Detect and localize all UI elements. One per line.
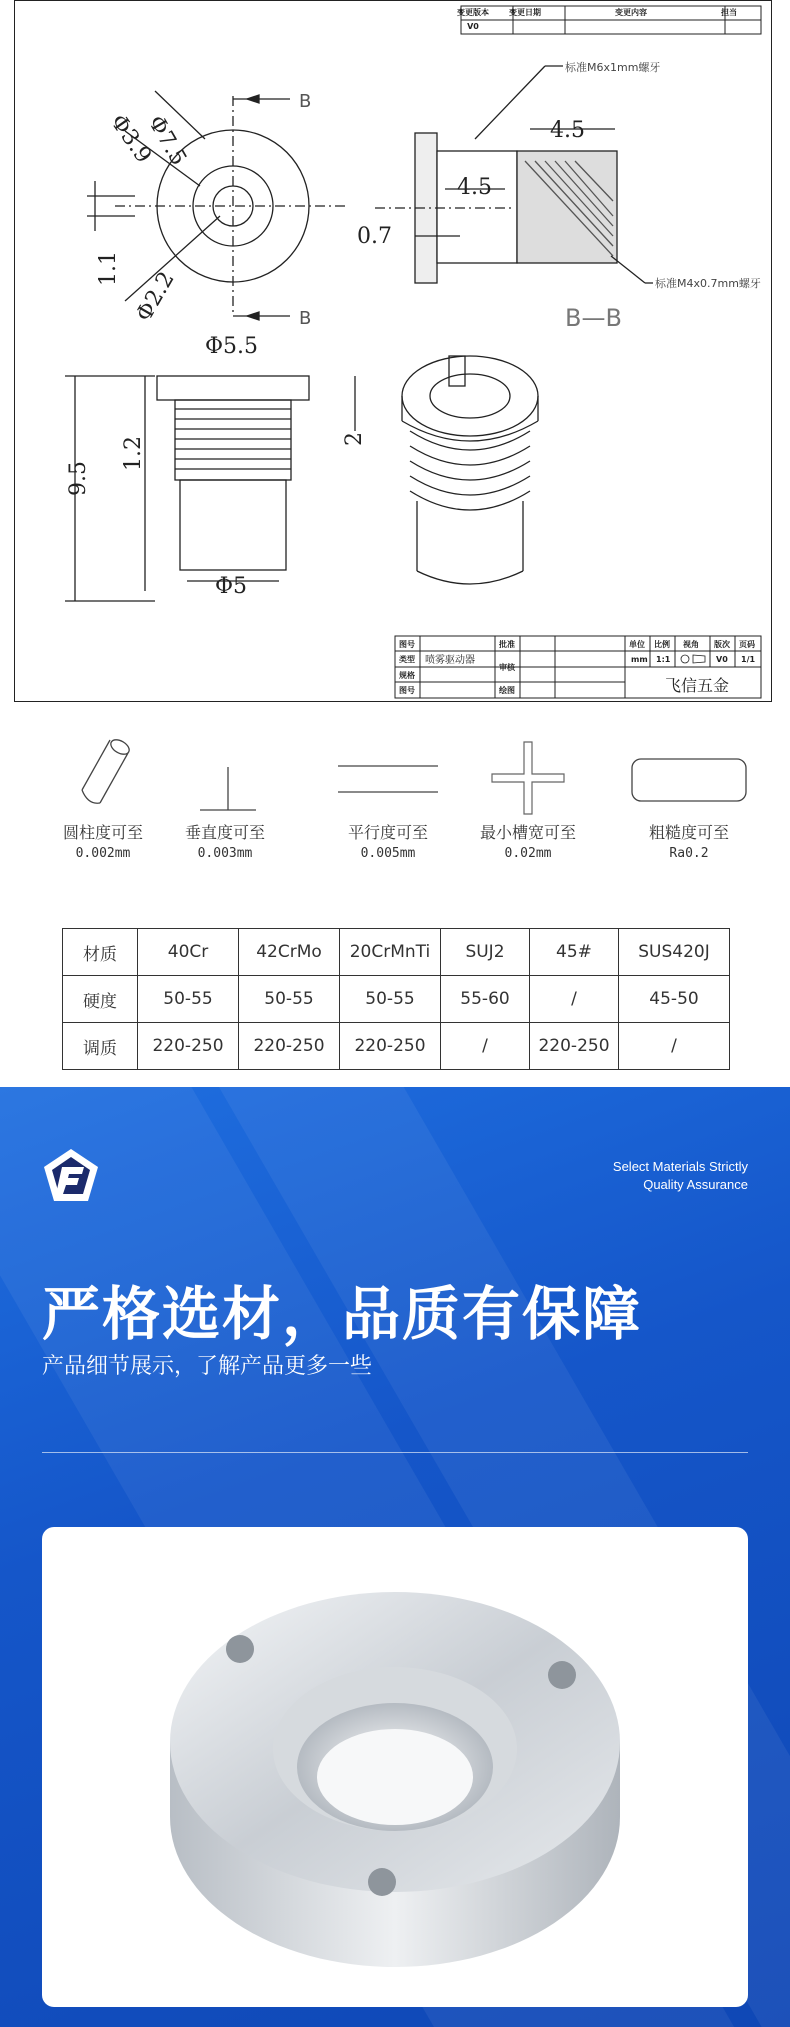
technical-drawing bbox=[14, 0, 772, 702]
table-cell: 50-55 bbox=[138, 976, 239, 1023]
table-cell: 50-55 bbox=[340, 976, 441, 1023]
tb-page-label: 页码 bbox=[739, 640, 755, 649]
table-cell: 硬度 bbox=[63, 976, 138, 1023]
iso-view bbox=[402, 356, 538, 584]
tb-review: 审核 bbox=[499, 663, 515, 672]
side-view bbox=[65, 376, 355, 601]
dim-d5: Φ5 bbox=[215, 574, 248, 599]
section-view bbox=[375, 66, 653, 283]
tb-ratio: 1:1 bbox=[656, 655, 671, 664]
table-cell: 220-250 bbox=[138, 1023, 239, 1070]
table-cell: 220-250 bbox=[530, 1023, 619, 1070]
dim-d39: Φ3.9 bbox=[105, 110, 156, 168]
tb-view-label: 视角 bbox=[683, 640, 699, 649]
projection-icon bbox=[681, 655, 705, 663]
table-cell: / bbox=[441, 1023, 530, 1070]
b-label-top: B bbox=[299, 91, 312, 112]
dim-d11: 1.1 bbox=[96, 251, 121, 286]
tolerance-label-2: 平行度可至 bbox=[347, 823, 428, 842]
dim-d12: 1.2 bbox=[121, 436, 146, 471]
material-table bbox=[62, 928, 730, 1070]
table-cell: / bbox=[530, 976, 619, 1023]
change-header-content: 变更内容 bbox=[615, 8, 647, 17]
dim-d55: Φ5.5 bbox=[205, 334, 259, 359]
change-header-date: 变更日期 bbox=[509, 8, 541, 17]
table-header-cell: SUJ2 bbox=[441, 929, 530, 976]
table-header-cell: 42CrMo bbox=[239, 929, 340, 976]
tolerance-value-3: 0.02mm bbox=[504, 846, 552, 861]
tb-version: V0 bbox=[716, 655, 728, 664]
page-title: 严格选材，品质有保障 bbox=[42, 1280, 643, 1348]
dim-d22: Φ2.2 bbox=[131, 267, 180, 326]
table-header-cell: 材质 bbox=[63, 929, 138, 976]
perpendicular-icon bbox=[198, 765, 258, 815]
page-subtitle: 产品细节展示，了解产品更多一些 bbox=[42, 1354, 373, 1379]
table-cell: 45-50 bbox=[619, 976, 730, 1023]
tb-page: 1/1 bbox=[741, 655, 756, 664]
table-row bbox=[63, 929, 730, 976]
tolerance-label-1: 垂直度可至 bbox=[184, 823, 265, 842]
dim-d95: 9.5 bbox=[66, 461, 91, 496]
drawing-svg bbox=[15, 1, 773, 703]
cylinder-icon bbox=[70, 735, 140, 805]
tb-label-0: 图号 bbox=[399, 640, 415, 649]
dim-45b: 4.5 bbox=[457, 175, 492, 200]
tolerance-value-2: 0.005mm bbox=[360, 846, 416, 861]
change-header-owner: 担当 bbox=[721, 8, 737, 17]
tb-version-label: 版次 bbox=[714, 640, 730, 649]
tb-unit-label: 单位 bbox=[629, 640, 645, 649]
table-cell: 50-55 bbox=[239, 976, 340, 1023]
section-label: B—B bbox=[565, 304, 622, 332]
tagline-select-materials: Select Materials Strictly bbox=[612, 1159, 748, 1174]
tb-label-1: 类型 bbox=[399, 655, 415, 664]
dim-45a: 4.5 bbox=[550, 118, 585, 143]
divider bbox=[42, 1452, 748, 1453]
tb-label-2: 规格 bbox=[399, 671, 415, 680]
cross-icon bbox=[490, 740, 566, 816]
table-header-cell: 20CrMnTi bbox=[340, 929, 441, 976]
table-cell: 55-60 bbox=[441, 976, 530, 1023]
table-header-cell: 40Cr bbox=[138, 929, 239, 976]
dim-d2: 2 bbox=[342, 432, 367, 446]
table-header-cell: 45# bbox=[530, 929, 619, 976]
tolerance-value-1: 0.003mm bbox=[197, 846, 253, 861]
table-cell: 220-250 bbox=[340, 1023, 441, 1070]
tolerance-value-4: Ra0.2 bbox=[669, 846, 709, 861]
table-row bbox=[63, 1023, 730, 1070]
tolerance-label-0: 圆柱度可至 bbox=[62, 823, 143, 842]
table-cell: / bbox=[619, 1023, 730, 1070]
tb-unit: mm bbox=[631, 655, 648, 664]
tagline-quality-assurance: Quality Assurance bbox=[643, 1177, 748, 1192]
tb-type-value: 喷雾驱动器 bbox=[425, 655, 475, 666]
dim-d75: Φ7.5 bbox=[142, 111, 191, 170]
rounded-rect-icon bbox=[630, 757, 748, 803]
change-header-version: 变更版本 bbox=[457, 8, 489, 17]
table-cell: 220-250 bbox=[239, 1023, 340, 1070]
tb-company: 飞信五金 bbox=[665, 676, 730, 695]
tolerance-value-0: 0.002mm bbox=[75, 846, 131, 861]
note-thread-m4: 标准M4x0.7mm螺牙 bbox=[655, 277, 761, 290]
change-row-version: V0 bbox=[467, 22, 479, 31]
product-photo bbox=[42, 1527, 748, 2007]
quality-banner bbox=[0, 1087, 790, 2027]
dim-07: 0.7 bbox=[357, 224, 392, 249]
note-thread-m6: 标准M6x1mm螺牙 bbox=[565, 61, 661, 74]
product-photo-card bbox=[42, 1527, 748, 2007]
tb-ratio-label: 比例 bbox=[654, 640, 670, 649]
parallel-icon bbox=[338, 760, 440, 800]
table-header-cell: SUS420J bbox=[619, 929, 730, 976]
b-label-bottom: B bbox=[299, 308, 312, 329]
table-cell: 调质 bbox=[63, 1023, 138, 1070]
tolerance-label-3: 最小槽宽可至 bbox=[479, 823, 576, 842]
tolerance-label-4: 粗糙度可至 bbox=[648, 823, 729, 842]
table-row bbox=[63, 976, 730, 1023]
tb-label-3: 图号 bbox=[399, 686, 415, 695]
brand-logo bbox=[42, 1147, 100, 1203]
tb-approve: 批准 bbox=[499, 640, 515, 649]
tb-draw: 绘图 bbox=[499, 686, 515, 695]
